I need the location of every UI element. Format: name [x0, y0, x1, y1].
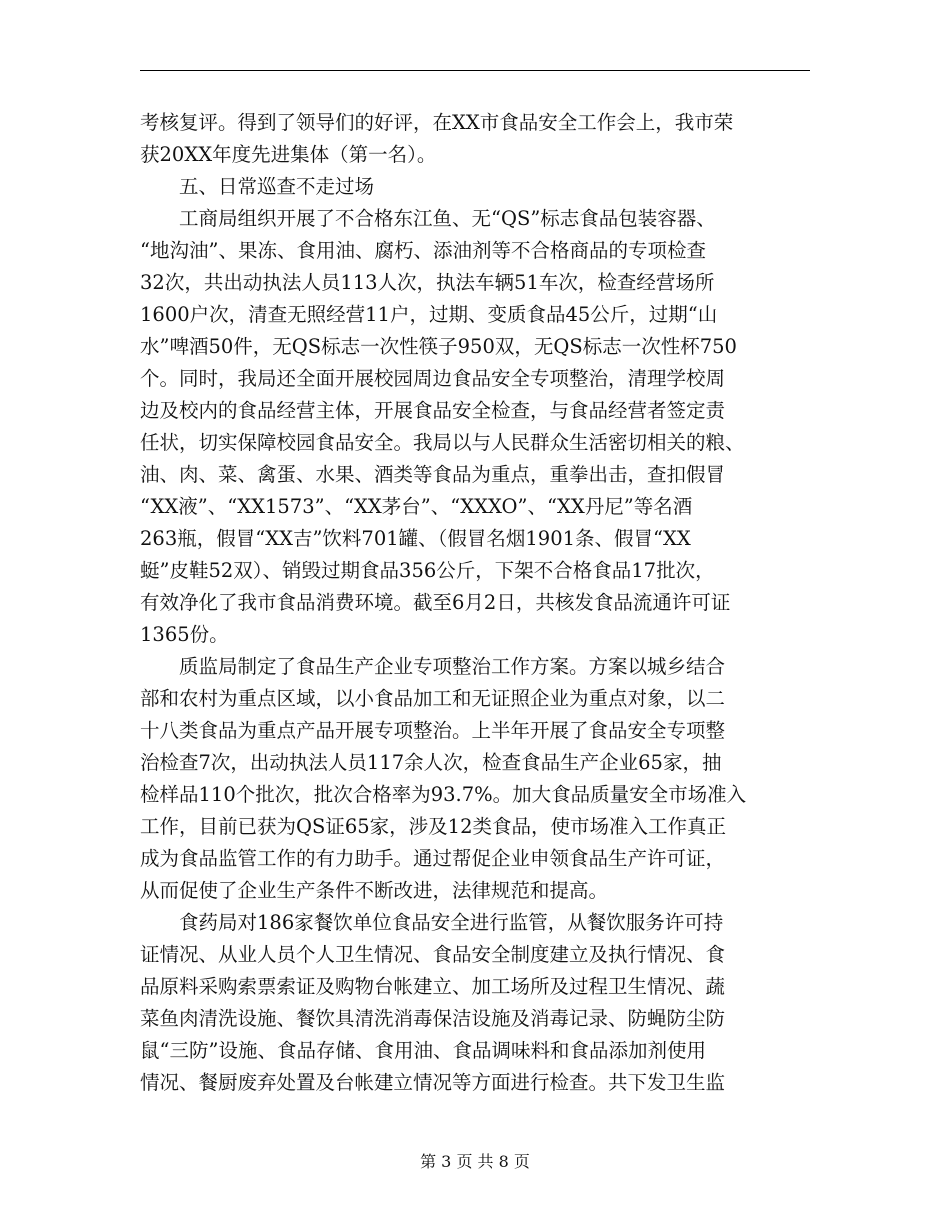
text-line: 部和农村为重点区域，以小食品加工和无证照企业为重点对象，以二: [140, 687, 726, 710]
text-line: 1600户次，清查无照经营11户，过期、变质食品45公斤，过期“山: [140, 303, 718, 326]
text-line: 十八类食品为重点产品开展专项整治。上半年开展了食品安全专项整: [140, 719, 726, 742]
text-line: 考核复评。得到了领导们的好评，在XX市食品安全工作会上，我市荣: [140, 111, 734, 134]
text-line: 个。同时，我局还全面开展校园周边食品安全专项整治，清理学校周: [140, 367, 726, 390]
text-line: 五、日常巡查不走过场: [140, 175, 375, 198]
paragraph: [140, 107, 810, 171]
text-line: 工作，目前已获为QS证65家，涉及12类食品，使市场准入工作真正: [140, 815, 726, 838]
text-line: 蜓”皮鞋52双）、销毁过期食品356公斤，下架不合格食品17批次，: [140, 559, 715, 582]
section-heading: [140, 171, 810, 203]
text-line: 1365份。: [140, 623, 229, 646]
text-line: 有效净化了我市食品消费环境。截至6月2日，共核发食品流通许可证: [140, 591, 731, 614]
text-line: 情况、餐厨废弃处置及台帐建立情况等方面进行检查。共下发卫生监: [140, 1071, 726, 1094]
text-line: 工商局组织开展了不合格东江鱼、无“QS”标志食品包装容器、: [140, 207, 716, 230]
text-line: 证情况、从业人员个人卫生情况、食品安全制度建立及执行情况、食: [140, 943, 726, 966]
text-line: 检样品110个批次，批次合格率为93.7%。加大食品质量安全市场准入: [140, 783, 747, 806]
text-line: 从而促使了企业生产条件不断改进，法律规范和提高。: [140, 879, 609, 902]
text-line: “地沟油”、果冻、食用油、腐朽、添油剂等不合格商品的专项检查: [140, 239, 706, 262]
page-footer: 第 3 页 共 8 页: [420, 1152, 530, 1171]
text-line: 32次，共出动执法人员113人次，执法车辆51车次，检查经营场所: [140, 271, 715, 294]
text-line: 治检查7次，出动执法人员117余人次，检查食品生产企业65家，抽: [140, 751, 722, 774]
text-line: 鼠“三防”设施、食品存储、食用油、食品调味料和食品添加剂使用: [140, 1039, 706, 1062]
document-body: [140, 107, 810, 1099]
paragraph: [140, 651, 810, 907]
text-line: 菜鱼肉清洗设施、餐饮具清洗消毒保洁设施及消毒记录、防蝇防尘防: [140, 1007, 726, 1030]
text-line: 品原料采购索票索证及购物台帐建立、加工场所及过程卫生情况、蔬: [140, 975, 726, 998]
text-line: 油、肉、菜、禽蛋、水果、酒类等食品为重点，重拳出击，查扣假冒: [140, 463, 726, 486]
text-line: 263瓶，假冒“XX吉”饮料701罐、（假冒名烟1901条、假冒“XX: [140, 527, 691, 550]
text-line: 任状，切实保障校园食品安全。我局以与人民群众生活密切相关的粮、: [140, 431, 745, 454]
text-line: “XX液”、“XX1573”、“XX茅台”、“XXXO”、“XX丹尼”等名酒: [140, 495, 693, 518]
text-line: 质监局制定了食品生产企业专项整治工作方案。方案以城乡结合: [140, 655, 726, 678]
header-rule: [140, 70, 810, 71]
text-line: 水”啤酒50件，无QS标志一次性筷子950双，无QS标志一次性杯750: [140, 335, 737, 358]
text-line: 边及校内的食品经营主体，开展食品安全检查，与食品经营者签定责: [140, 399, 726, 422]
text-line: 食药局对186家餐饮单位食品安全进行监管，从餐饮服务许可持: [140, 911, 724, 934]
paragraph: [140, 907, 810, 1099]
text-line: 成为食品监管工作的有力助手。通过帮促企业申领食品生产许可证，: [140, 847, 726, 870]
paragraph: [140, 203, 810, 651]
text-line: 获20XX年度先进集体（第一名）。: [140, 143, 437, 166]
